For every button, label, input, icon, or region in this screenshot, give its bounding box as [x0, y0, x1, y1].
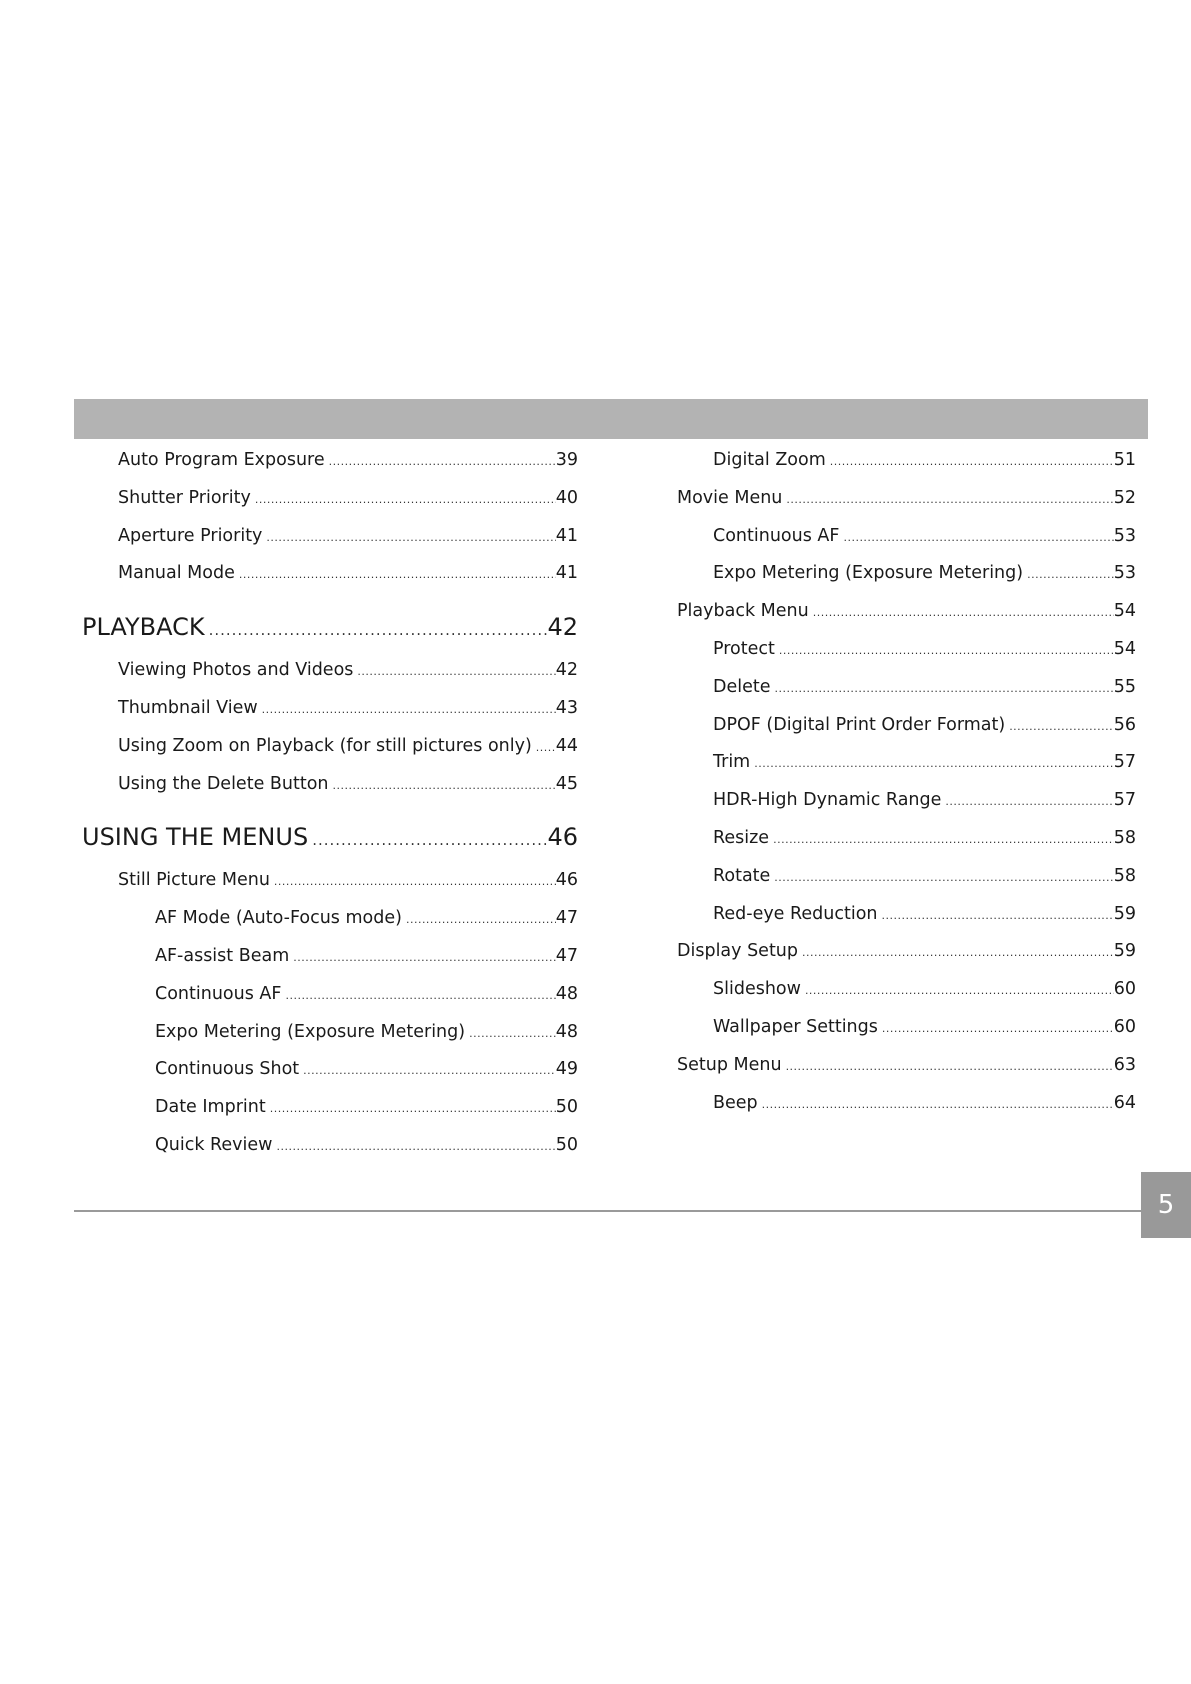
dot-leader: [239, 565, 556, 585]
toc-left-column: [82, 450, 578, 1173]
toc-entry-label: Display Setup: [677, 941, 799, 962]
toc-entry[interactable]: [82, 984, 578, 1022]
toc-entry-page: 58: [1113, 827, 1136, 848]
toc-entry-label: Using Zoom on Playback (for still pictures only): [118, 735, 532, 756]
dot-leader: [1009, 717, 1114, 737]
dot-leader: [762, 1095, 1114, 1115]
dot-leader: [357, 662, 555, 682]
dot-leader: [262, 700, 556, 720]
toc-entry-label: Playback Menu: [677, 601, 809, 622]
toc-entry[interactable]: [82, 946, 578, 984]
toc-entry[interactable]: [82, 774, 578, 812]
dot-leader: [802, 943, 1114, 963]
toc-entry-page: 56: [1113, 714, 1136, 735]
toc-entry-label: Aperture Priority: [118, 525, 263, 546]
toc-entry-label: HDR-High Dynamic Range: [713, 790, 942, 811]
toc-entry-label: Wallpaper Settings: [713, 1016, 878, 1037]
toc-section-heading[interactable]: [82, 613, 578, 644]
toc-entry[interactable]: [677, 904, 1136, 942]
toc-entry-label: AF Mode (Auto-Focus mode): [155, 908, 402, 929]
toc-entry-page: 54: [1113, 601, 1136, 622]
toc-entry-label: Auto Program Exposure: [118, 450, 325, 470]
toc-entry[interactable]: [82, 1097, 578, 1135]
toc-entry[interactable]: [82, 660, 578, 698]
toc-entry-page: 48: [555, 983, 578, 1004]
dot-leader: [536, 738, 556, 758]
toc-entry[interactable]: [82, 698, 578, 736]
toc-entry-label: Red-eye Reduction: [713, 903, 878, 924]
toc-entry-page: 58: [1113, 865, 1136, 886]
toc-entry-page: 51: [1113, 450, 1136, 470]
toc-entry[interactable]: [82, 870, 578, 908]
toc-entry[interactable]: [82, 526, 578, 564]
toc-entry-page: 46: [555, 870, 578, 891]
dot-leader: [786, 1057, 1114, 1077]
dot-leader: [285, 986, 555, 1006]
dot-leader: [1027, 565, 1114, 585]
toc-entry[interactable]: [677, 752, 1136, 790]
toc-entry-label: Expo Metering (Exposure Metering): [155, 1021, 466, 1042]
dot-leader: [773, 830, 1114, 850]
toc-entry-page: 64: [1113, 1092, 1136, 1113]
toc-entry-page: 49: [555, 1059, 578, 1080]
toc-entry-page: 59: [1113, 941, 1136, 962]
toc-entry[interactable]: [82, 563, 578, 601]
dot-leader: [813, 603, 1114, 623]
toc-entry-page: 44: [555, 735, 578, 756]
dot-leader: [209, 616, 548, 644]
toc-entry[interactable]: [677, 979, 1136, 1017]
toc-entry-page: 41: [555, 525, 578, 546]
toc-entry[interactable]: [677, 526, 1136, 564]
dot-leader: [882, 906, 1114, 926]
dot-leader: [882, 1019, 1114, 1039]
toc-entry-page: 47: [555, 908, 578, 929]
toc-entry-page: 46: [547, 823, 578, 852]
toc-entry[interactable]: [677, 639, 1136, 677]
toc-entry-label: AF-assist Beam: [155, 945, 290, 966]
toc-entry-page: 54: [1113, 638, 1136, 659]
dot-leader: [406, 910, 556, 930]
toc-entry-label: Quick Review: [155, 1134, 273, 1155]
toc-entry-label: Continuous Shot: [155, 1059, 300, 1080]
toc-entry-label: Resize: [713, 827, 770, 848]
toc-entry-label: Continuous AF: [155, 983, 282, 1004]
toc-entry-page: 42: [547, 613, 578, 642]
toc-section-heading[interactable]: [82, 823, 578, 854]
dot-leader: [312, 826, 547, 854]
toc-entry-page: 43: [555, 697, 578, 718]
page-number: 5: [1157, 1190, 1175, 1220]
toc-entry[interactable]: [82, 1022, 578, 1060]
toc-entry-page: 57: [1113, 790, 1136, 811]
dot-leader: [843, 528, 1113, 548]
footer-rule: [74, 1210, 1142, 1212]
toc-entry-page: 60: [1113, 1016, 1136, 1037]
toc-entry[interactable]: [677, 677, 1136, 715]
toc-entry-label: Beep: [713, 1092, 758, 1113]
toc-entry[interactable]: [677, 488, 1136, 526]
toc-entry-page: 52: [1113, 487, 1136, 508]
toc-entry-label: Trim: [713, 752, 751, 773]
toc-entry-label: Setup Menu: [677, 1054, 782, 1075]
toc-entry[interactable]: [82, 1135, 578, 1173]
dot-leader: [469, 1024, 556, 1044]
toc-entry[interactable]: [677, 1055, 1136, 1093]
toc-entry-label: Expo Metering (Exposure Metering): [713, 563, 1024, 584]
toc-entry-label: Movie Menu: [677, 487, 783, 508]
toc-entry-page: 53: [1113, 563, 1136, 584]
toc-entry[interactable]: [82, 736, 578, 774]
toc-entry-label: Delete: [713, 676, 771, 697]
toc-entry-label: Date Imprint: [155, 1097, 266, 1118]
toc-entry-page: 50: [555, 1097, 578, 1118]
dot-leader: [830, 452, 1114, 472]
toc-entry[interactable]: [677, 866, 1136, 904]
toc-entry[interactable]: [677, 790, 1136, 828]
toc-entry-page: 40: [555, 487, 578, 508]
toc-entry[interactable]: [82, 1059, 578, 1097]
toc-entry[interactable]: [677, 601, 1136, 639]
dot-leader: [774, 868, 1113, 888]
toc-entry-page: 42: [555, 660, 578, 681]
toc-entry-label: Rotate: [713, 865, 771, 886]
toc-entry[interactable]: [677, 450, 1136, 488]
toc-entry[interactable]: [677, 828, 1136, 866]
toc-entry-page: 53: [1113, 525, 1136, 546]
toc-entry[interactable]: [82, 488, 578, 526]
toc-entry[interactable]: [677, 1017, 1136, 1055]
dot-leader: [754, 754, 1113, 774]
toc-entry-label: Slideshow: [713, 979, 801, 1000]
toc-entry-label: Using the Delete Button: [118, 773, 329, 794]
toc-entry-page: 50: [555, 1134, 578, 1155]
dot-leader: [274, 872, 556, 892]
dot-leader: [786, 490, 1113, 510]
toc-entry-label: DPOF (Digital Print Order Format): [713, 714, 1006, 735]
toc-entry-page: 41: [555, 563, 578, 584]
toc-entry-page: 59: [1113, 903, 1136, 924]
page-number-tab: [1141, 1172, 1191, 1238]
toc-entry[interactable]: [82, 908, 578, 946]
dot-leader: [805, 981, 1114, 1001]
dot-leader: [333, 776, 556, 796]
toc-entry-page: 57: [1113, 752, 1136, 773]
dot-leader: [255, 490, 556, 510]
toc-entry-page: 63: [1113, 1054, 1136, 1075]
dot-leader: [775, 679, 1114, 699]
dot-leader: [945, 792, 1113, 812]
dot-leader: [779, 641, 1114, 661]
dot-leader: [276, 1137, 555, 1157]
header-bar: [74, 399, 1148, 439]
dot-leader: [303, 1061, 556, 1081]
toc-entry-page: 47: [555, 945, 578, 966]
toc-entry[interactable]: [677, 715, 1136, 753]
toc-entry-page: 45: [555, 773, 578, 794]
toc-entry-label: Viewing Photos and Videos: [118, 660, 354, 681]
toc-entry-page: 55: [1113, 676, 1136, 697]
dot-leader: [270, 1099, 556, 1119]
toc-entry-page: 60: [1113, 979, 1136, 1000]
toc-entry-label: Manual Mode: [118, 563, 235, 584]
toc-entry[interactable]: [82, 450, 578, 488]
toc-entry-label: Thumbnail View: [118, 697, 258, 718]
toc-entry-label: Still Picture Menu: [118, 870, 270, 891]
toc-entry-label: PLAYBACK: [82, 613, 205, 642]
toc-entry-label: USING THE MENUS: [82, 823, 309, 852]
dot-leader: [266, 528, 555, 548]
toc-entry[interactable]: [677, 941, 1136, 979]
toc-entry-label: Protect: [713, 638, 775, 659]
toc-entry[interactable]: [677, 563, 1136, 601]
toc-entry[interactable]: [677, 1093, 1136, 1131]
toc-entry-label: Digital Zoom: [713, 450, 826, 470]
toc-entry-page: 39: [555, 450, 578, 470]
toc-right-column: [677, 450, 1136, 1130]
toc-entry-label: Shutter Priority: [118, 487, 251, 508]
dot-leader: [293, 948, 555, 968]
toc-entry-page: 48: [555, 1021, 578, 1042]
dot-leader: [329, 452, 556, 472]
toc-entry-label: Continuous AF: [713, 525, 840, 546]
